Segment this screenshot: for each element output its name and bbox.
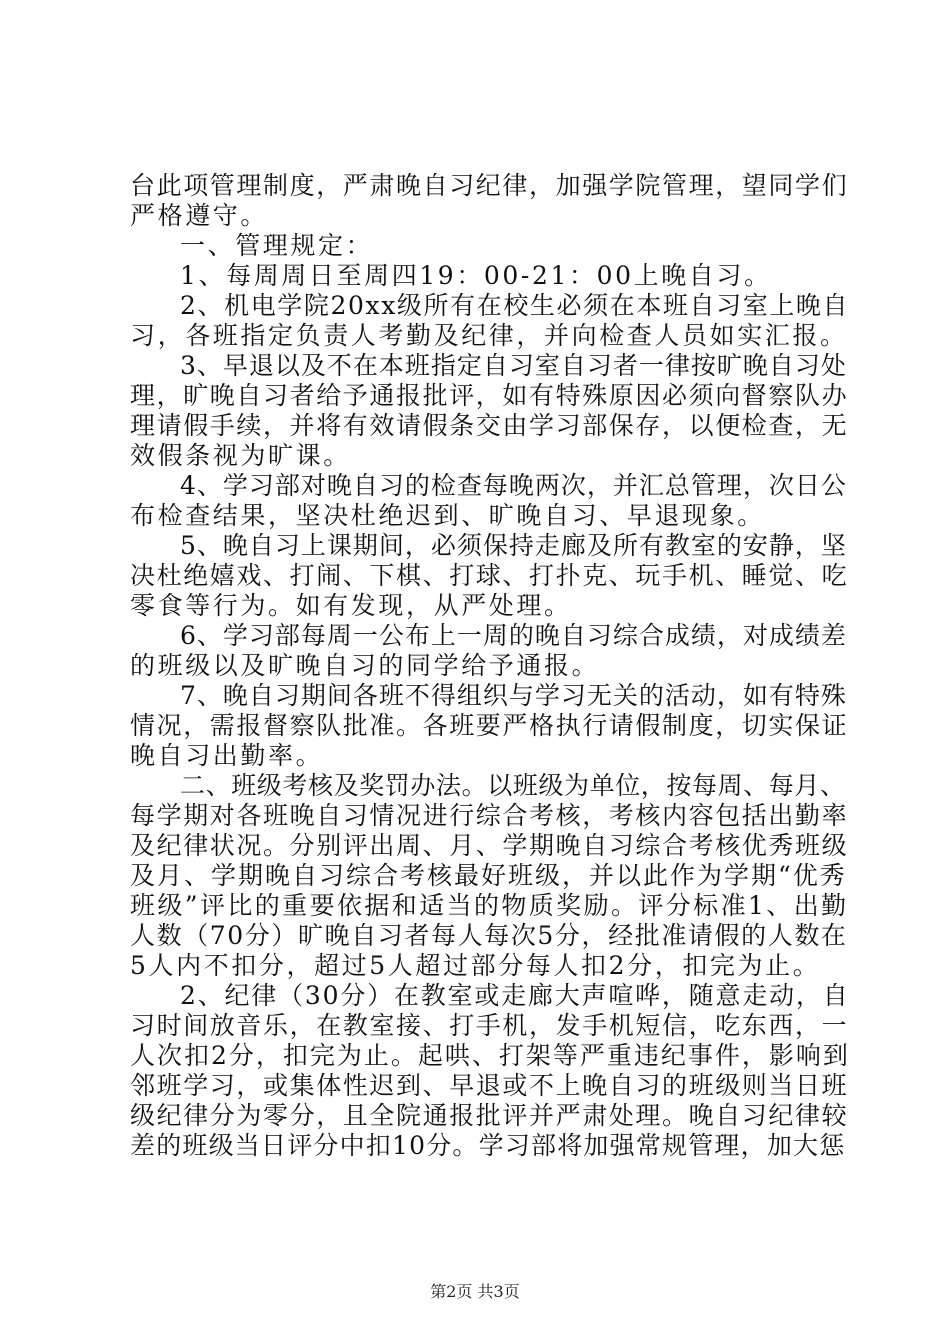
text-line: 人次扣2分，扣完为止。起哄、打架等严重违纪事件，影响到 xyxy=(130,1041,850,1070)
text-line: 晚自习出勤率。 xyxy=(130,741,324,770)
text-line: 人数（70分）旷晚自习者每人每次5分，经批准请假的人数在 xyxy=(130,921,848,950)
text-line: 一、管理规定： xyxy=(180,231,374,260)
text-line: 二、班级考核及奖罚办法。以班级为单位，按每周、每月、 xyxy=(180,771,846,800)
page-footer: 第2页 共3页 xyxy=(430,1282,520,1301)
text-line: 理请假手续，并将有效请假条交由学习部保存，以便检查，无 xyxy=(130,411,849,440)
text-line: 每学期对各班晚自习情况进行综合考核，考核内容包括出勤率 xyxy=(130,801,849,830)
text-line: 情况，需报督察队批准。各班要严格执行请假制度，切实保证 xyxy=(130,711,849,740)
text-line: 差的班级当日评分中扣10分。学习部将加强常规管理，加大惩 xyxy=(130,1131,846,1160)
text-line: 2、纪律（30分）在教室或走廊大声喧哗，随意走动，自 xyxy=(180,981,850,1010)
text-line: 效假条视为旷课。 xyxy=(130,441,351,470)
text-line: 习时间放音乐，在教室接、打手机，发手机短信，吃东西，一 xyxy=(130,1011,849,1040)
text-line: 决杜绝嬉戏、打闹、下棋、打球、打扑克、玩手机、睡觉、吃 xyxy=(130,561,849,590)
text-line: 邻班学习，或集体性迟到、早退或不上晚自习的班级则当日班 xyxy=(130,1071,849,1100)
text-line: 5、晚自习上课期间，必须保持走廊及所有教室的安静，坚 xyxy=(180,531,847,560)
text-line: 及月、学期晚自习综合考核最好班级，并以此作为学期“优秀 xyxy=(130,861,847,890)
text-line: 5人内不扣分，超过5人超过部分每人扣2分，扣完为止。 xyxy=(130,951,821,980)
text-line: 2、机电学院20xx级所有在校生必须在本班自习室上晚自 xyxy=(180,291,850,320)
text-line: 6、学习部每周一公布上一周的晚自习综合成绩，对成绩差 xyxy=(180,621,847,650)
text-line: 习，各班指定负责人考勤及纪律，并向检查人员如实汇报。 xyxy=(130,321,848,350)
text-line: 布检查结果，坚决杜绝迟到、旷晚自习、早退现象。 xyxy=(130,501,765,530)
text-line: 级纪律分为零分，且全院通报批评并严肃处理。晚自习纪律较 xyxy=(130,1101,849,1130)
text-line: 的班级以及旷晚自习的同学给予通报。 xyxy=(130,651,600,680)
text-line: 及纪律状况。分别评出周、月、学期晚自习综合考核优秀班级 xyxy=(130,831,849,860)
text-line: 3、早退以及不在本班指定自习室自习者一律按旷晚自习处 xyxy=(180,351,847,380)
text-line: 台此项管理制度，严肃晚自习纪律，加强学院管理，望同学们 xyxy=(130,171,849,200)
text-line: 班级”评比的重要依据和适当的物质奖励。评分标准1、出勤 xyxy=(130,891,849,920)
text-line: 严格遵守。 xyxy=(130,201,269,230)
document-body xyxy=(130,171,850,1161)
text-line: 1、每周周日至周四19：00-21：00上晚自习。 xyxy=(180,261,772,290)
text-line: 零食等行为。如有发现，从严处理。 xyxy=(130,591,572,620)
text-line: 4、学习部对晚自习的检查每晚两次，并汇总管理，次日公 xyxy=(180,471,847,500)
text-line: 理，旷晚自习者给予通报批评，如有特殊原因必须向督察队办 xyxy=(130,381,849,410)
text-line: 7、晚自习期间各班不得组织与学习无关的活动，如有特殊 xyxy=(180,681,847,710)
